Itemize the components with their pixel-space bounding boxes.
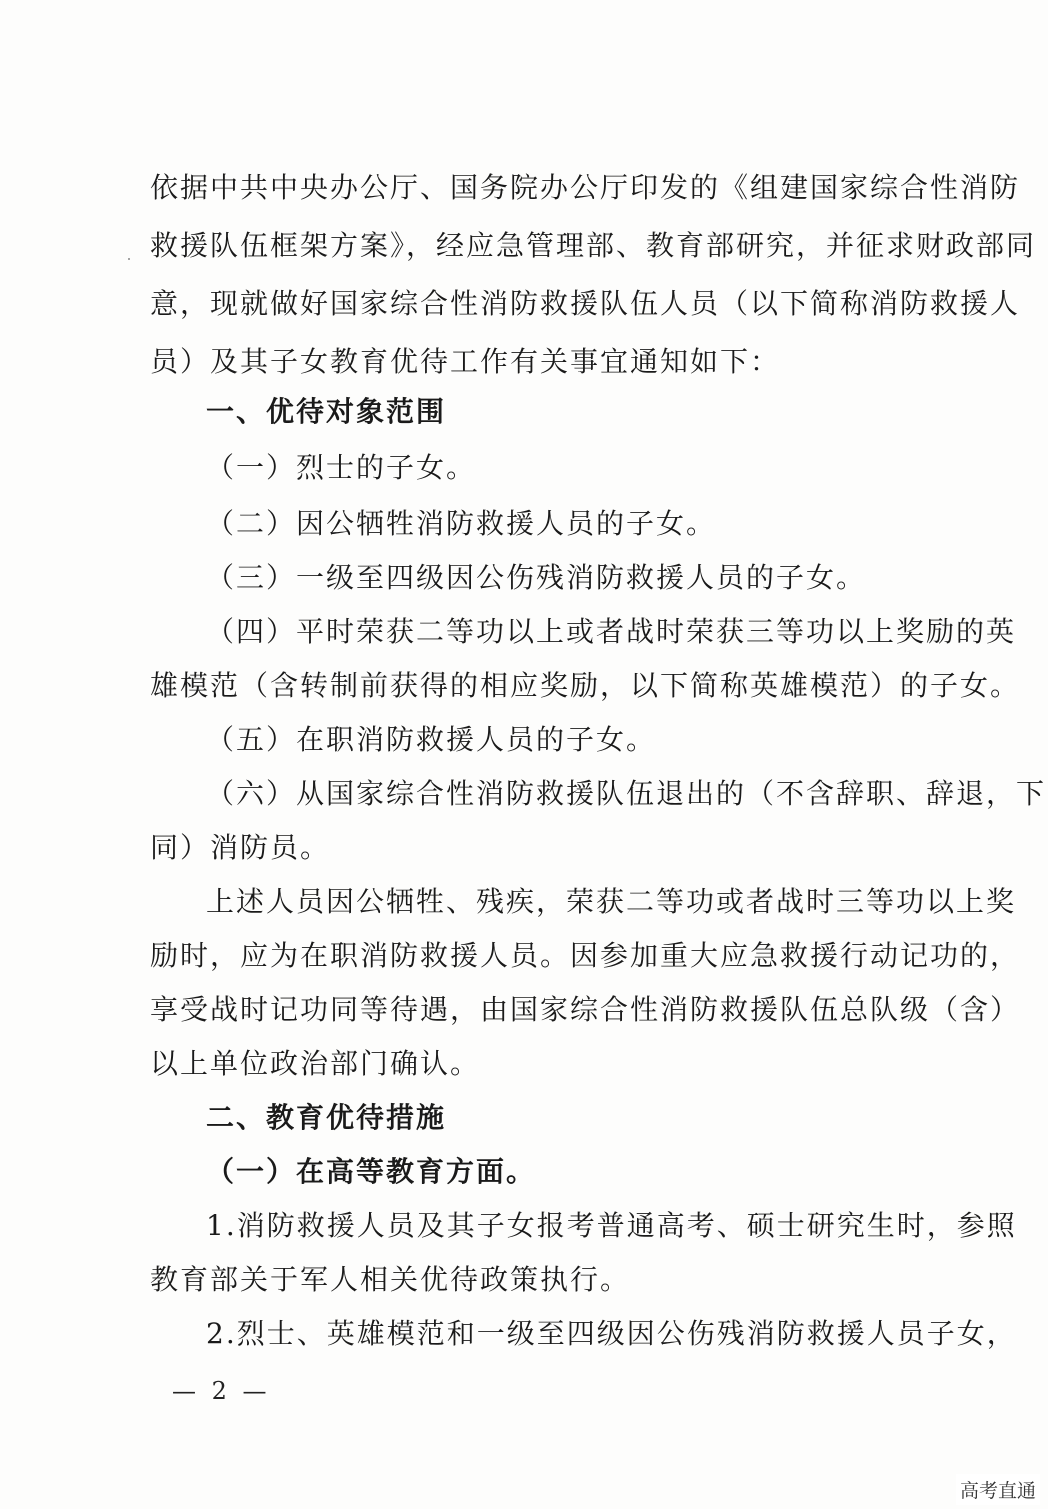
list-item: （三）一级至四级因公伤残消防救援人员的子女。 — [206, 561, 867, 594]
watermark: 高考直通 — [956, 1474, 1040, 1505]
body-line: 依据中共中央办公厅、国务院办公厅印发的《组建国家综合性消防 — [150, 171, 1021, 204]
body-line: 同）消防员。 — [150, 831, 331, 864]
list-item: （四）平时荣获二等功以上或者战时荣获三等功以上奖励的英 — [206, 615, 1017, 648]
body-line: 以上单位政治部门确认。 — [150, 1047, 481, 1080]
page-number: — 2 — — [172, 1377, 271, 1405]
scan-speck — [128, 258, 130, 260]
list-item: 2.烈士、英雄模范和一级至四级因公伤残消防救援人员子女， — [206, 1317, 1017, 1350]
list-item: （一）烈士的子女。 — [206, 451, 477, 484]
subsection-heading: （一）在高等教育方面。 — [206, 1155, 537, 1188]
list-item: （二）因公牺牲消防救援人员的子女。 — [206, 507, 717, 540]
body-line: 救援队伍框架方案》，经应急管理部、教育部研究，并征求财政部同 — [150, 229, 1037, 262]
section-heading-1: 一、优待对象范围 — [206, 395, 447, 428]
body-line: 意，现就做好国家综合性消防救援队伍人员（以下简称消防救援人 — [150, 287, 1021, 320]
body-line: 上述人员因公牺牲、残疾，荣获二等功或者战时三等功以上奖 — [206, 885, 1017, 918]
body-line: 享受战时记功同等待遇，由国家综合性消防救援队伍总队级（含） — [150, 993, 1021, 1026]
list-item: （五）在职消防救援人员的子女。 — [206, 723, 657, 756]
list-item: （六）从国家综合性消防救援队伍退出的（不含辞职、辞退，下 — [206, 777, 1047, 810]
body-line: 教育部关于军人相关优待政策执行。 — [150, 1263, 631, 1296]
section-heading-2: 二、教育优待措施 — [206, 1101, 447, 1134]
body-line: 员）及其子女教育优待工作有关事宜通知如下： — [150, 345, 781, 378]
body-line: 励时，应为在职消防救援人员。因参加重大应急救援行动记功的， — [150, 939, 1021, 972]
body-line: 雄模范（含转制前获得的相应奖励，以下简称英雄模范）的子女。 — [150, 669, 1021, 702]
list-item: 1.消防救援人员及其子女报考普通高考、硕士研究生时，参照 — [206, 1209, 1017, 1242]
